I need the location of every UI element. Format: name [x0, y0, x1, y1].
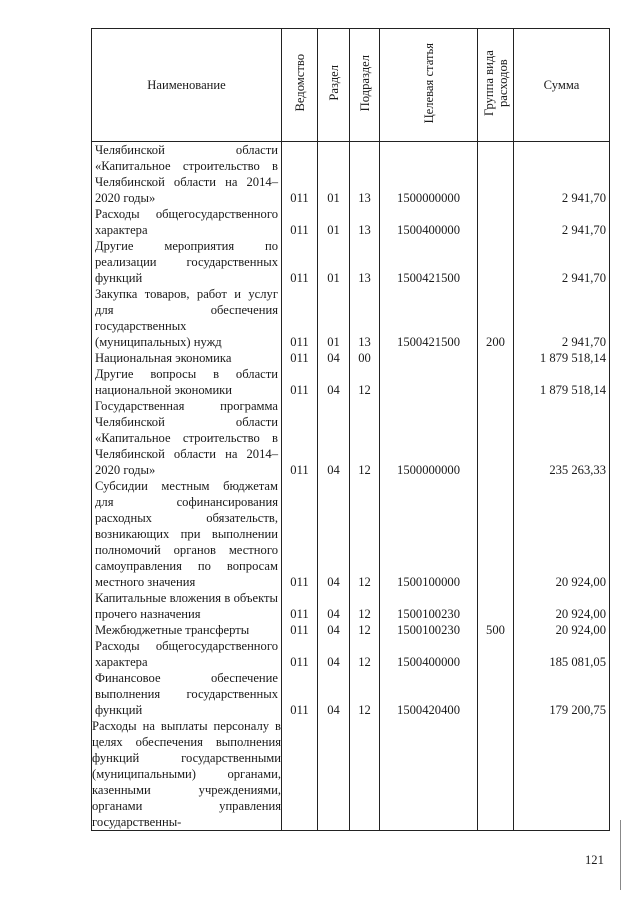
cell-department: 011: [282, 286, 318, 350]
cell-department: 011: [282, 398, 318, 478]
cell-name: Государственная программа Челябинской области «Капитальное строительство в Челябинской области на 2014–2020 годы»: [92, 398, 282, 478]
cell-subsection: 13: [350, 286, 380, 350]
cell-sum: 1 879 518,14: [514, 366, 610, 398]
cell-expense-group: [478, 142, 514, 207]
table-row: [92, 718, 610, 831]
cell-section: 01: [318, 238, 350, 286]
cell-subsection: 13: [350, 206, 380, 238]
cell-target-article: [380, 350, 478, 366]
cell-name: Другие вопросы в области национальной экономики: [92, 366, 282, 398]
cell-name: Субсидии местным бюджетам для софинансирования расходных обязательств, возникающих при выполнении полномочий органов местного самоуправления по вопросам местного значения: [92, 478, 282, 590]
cell-sum: 179 200,75: [514, 670, 610, 718]
cell-section: 01: [318, 286, 350, 350]
table-row: [92, 366, 610, 398]
cell-subsection: 12: [350, 398, 380, 478]
cell-name: Расходы общегосударственного характера: [92, 638, 282, 670]
table-row: [92, 622, 610, 638]
cell-section: 04: [318, 670, 350, 718]
cell-target-article: 1500100230: [380, 622, 478, 638]
cell-section: 04: [318, 398, 350, 478]
cell-expense-group: 200: [478, 286, 514, 350]
cell-department: 011: [282, 142, 318, 207]
cell-subsection: 12: [350, 478, 380, 590]
cell-name: Другие мероприятия по реализации государственных функций: [92, 238, 282, 286]
cell-expense-group: [478, 398, 514, 478]
cell-subsection: 12: [350, 638, 380, 670]
cell-sum: 2 941,70: [514, 238, 610, 286]
header-sum: Сумма: [514, 29, 610, 142]
cell-department: 011: [282, 670, 318, 718]
cell-name: Межбюджетные трансферты: [92, 622, 282, 638]
cell-expense-group: [478, 638, 514, 670]
cell-section: 04: [318, 638, 350, 670]
cell-sum: 20 924,00: [514, 478, 610, 590]
cell-department: 011: [282, 590, 318, 622]
header-subsection: Подраздел: [350, 29, 380, 142]
table-row: [92, 638, 610, 670]
cell-target-article: 1500421500: [380, 238, 478, 286]
cell-section: 01: [318, 142, 350, 207]
cell-department: 011: [282, 238, 318, 286]
cell-name: Финансовое обеспечение выполнения государственных функций: [92, 670, 282, 718]
cell-target-article: 1500000000: [380, 398, 478, 478]
cell-sum: [514, 718, 610, 831]
cell-target-article: 1500400000: [380, 638, 478, 670]
cell-sum: 1 879 518,14: [514, 350, 610, 366]
cell-subsection: [350, 718, 380, 831]
cell-name: Расходы общегосударственного характера: [92, 206, 282, 238]
table-row: [92, 398, 610, 478]
cell-target-article: 1500400000: [380, 206, 478, 238]
cell-subsection: 13: [350, 142, 380, 207]
cell-section: 04: [318, 622, 350, 638]
cell-sum: 2 941,70: [514, 286, 610, 350]
table-row: [92, 350, 610, 366]
cell-expense-group: 500: [478, 622, 514, 638]
table-row: [92, 670, 610, 718]
cell-name: Капитальные вложения в объекты прочего назначения: [92, 590, 282, 622]
cell-name: Национальная экономика: [92, 350, 282, 366]
header-target-article: Целевая статья: [380, 29, 478, 142]
page-number: 121: [585, 853, 604, 867]
cell-department: 011: [282, 478, 318, 590]
cell-name: Расходы на выплаты персоналу в целях обеспечения выполнения функций государственными (муниципальными) органами, казенными учреждениями, органами управления государственны-: [92, 719, 281, 829]
cell-target-article: [380, 718, 478, 831]
cell-expense-group: [478, 670, 514, 718]
cell-subsection: 13: [350, 238, 380, 286]
cell-department: [282, 718, 318, 831]
cell-name: Челябинской области «Капитальное строительство в Челябинской области на 2014–2020 годы»: [92, 142, 282, 207]
cell-target-article: 1500000000: [380, 142, 478, 207]
cell-expense-group: [478, 590, 514, 622]
table-row: [92, 590, 610, 622]
cell-department: 011: [282, 206, 318, 238]
table-row: [92, 238, 610, 286]
cell-expense-group: [478, 718, 514, 831]
cell-sum: 20 924,00: [514, 590, 610, 622]
cell-section: 01: [318, 206, 350, 238]
cell-sum: 185 081,05: [514, 638, 610, 670]
cell-section: [318, 718, 350, 831]
cell-name: Закупка товаров, работ и услуг для обеспечения государственных (муниципальных) нужд: [92, 286, 282, 350]
cell-section: 04: [318, 478, 350, 590]
header-section: Раздел: [318, 29, 350, 142]
cell-expense-group: [478, 238, 514, 286]
cell-target-article: 1500421500: [380, 286, 478, 350]
table-header-row: [92, 29, 610, 142]
margin-line: [620, 820, 621, 890]
budget-table: [91, 28, 610, 831]
cell-subsection: 12: [350, 366, 380, 398]
cell-target-article: 1500100230: [380, 590, 478, 622]
cell-subsection: 12: [350, 670, 380, 718]
cell-subsection: 12: [350, 622, 380, 638]
table-row: [92, 286, 610, 350]
cell-target-article: 1500100000: [380, 478, 478, 590]
cell-expense-group: [478, 350, 514, 366]
table-row: [92, 142, 610, 207]
cell-expense-group: [478, 206, 514, 238]
cell-target-article: 1500420400: [380, 670, 478, 718]
cell-department: 011: [282, 366, 318, 398]
table-row: [92, 478, 610, 590]
cell-department: 011: [282, 622, 318, 638]
cell-expense-group: [478, 366, 514, 398]
header-name: Наименование: [92, 29, 282, 142]
cell-subsection: 12: [350, 590, 380, 622]
cell-sum: 235 263,33: [514, 398, 610, 478]
cell-sum: 2 941,70: [514, 206, 610, 238]
cell-section: 04: [318, 350, 350, 366]
cell-department: 011: [282, 350, 318, 366]
cell-section: 04: [318, 590, 350, 622]
cell-subsection: 00: [350, 350, 380, 366]
cell-sum: 2 941,70: [514, 142, 610, 207]
cell-target-article: [380, 366, 478, 398]
header-department: Ведомство: [282, 29, 318, 142]
table-row: [92, 206, 610, 238]
cell-expense-group: [478, 478, 514, 590]
header-expense-group: Группа вида расходов: [478, 29, 514, 142]
cell-department: 011: [282, 638, 318, 670]
cell-section: 04: [318, 366, 350, 398]
cell-sum: 20 924,00: [514, 622, 610, 638]
